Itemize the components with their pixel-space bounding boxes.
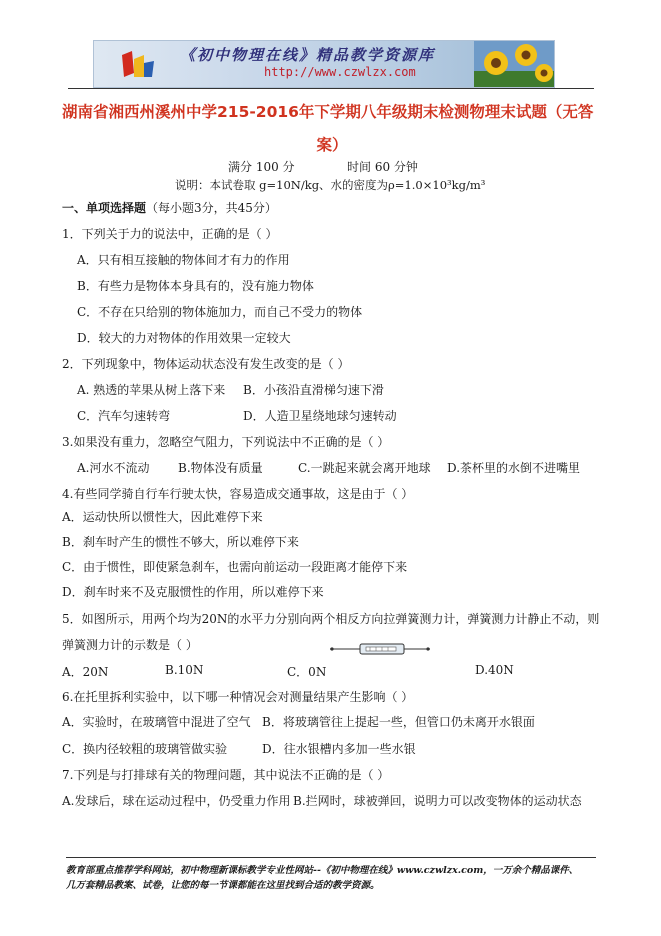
q6-stem: 6.在托里拆利实验中，以下哪一种情况会对测量结果产生影响（ ） [62,690,414,704]
q1-option-d: D．较大的力对物体的作用效果一定较大 [77,331,291,345]
q5-option-c: C．0N [287,665,327,679]
full-score: 满分 100 分 [228,160,295,174]
q5-option-a: A．20N [62,665,109,679]
page-title [62,96,602,162]
banner-title: 《初中物理在线》精品教学资源库 [180,46,436,64]
q4-stem: 4.有些同学骑自行车行驶太快，容易造成交通事故，这是由于（ ） [62,487,414,501]
q5-stem-line-2: 弹簧测力计的示数是（ ） [62,638,198,652]
site-logo-icon [118,49,158,81]
q2-stem: 2．下列现象中，物体运动状态没有发生改变的是（ ） [62,357,350,371]
footer-line-2: 几万套精品教案、试卷，让您的每一节课都能在这里找到合适的教学资源。 [66,880,380,891]
time-limit: 时间 60 分钟 [347,160,418,174]
q4-option-d: D．刹车时来不及克服惯性的作用，所以难停下来 [62,585,324,599]
footer-divider [66,857,596,858]
exam-note: 说明：本试卷取 g=10N/kg、水的密度为ρ=1.0×10³kg/m³ [175,178,486,192]
q5-option-b: B.10N [165,663,204,677]
q2-option-c: C．汽车匀速转弯 [77,409,171,423]
q2-option-a: A. 熟透的苹果从树上落下来 [77,383,226,397]
banner-url[interactable]: http://www.czwlzx.com [264,65,416,79]
q4-option-a: A．运动快所以惯性大，因此难停下来 [62,510,263,524]
q1-stem: 1．下列关于力的说法中，正确的是（ ） [62,227,278,241]
q4-option-c: C．由于惯性，即使紧急刹车，也需向前运动一段距离才能停下来 [62,560,408,574]
spring-scale-figure-icon [330,641,430,657]
section-heading [62,199,277,216]
title-line-2: 案） [316,136,348,154]
q6-option-a: A．实验时，在玻璃管中混进了空气 [62,715,251,729]
section-title: 一、单项选择题 [62,201,147,215]
q3-option-b: B.物体没有质量 [178,461,263,475]
q5-stem-line-1: 5．如图所示，用两个均为20N的水平力分别向两个相反方向拉弹簧测力计，弹簧测力计静止不动，则 [62,612,600,626]
q1-option-c: C．不存在只给别的物体施加力，而自己不受力的物体 [77,305,363,319]
q1-option-a: A．只有相互接触的物体间才有力的作用 [77,253,290,267]
q6-option-d: D．往水银槽内多加一些水银 [262,742,416,756]
q3-option-d: D.茶杯里的水倒不进嘴里 [447,461,581,475]
header-banner [93,40,555,88]
q6-option-b: B．将玻璃管往上提起一些，但管口仍未离开水银面 [262,715,535,729]
q4-option-b: B．刹车时产生的惯性不够大，所以难停下来 [62,535,299,549]
q7-option-a: A.发球后，球在运动过程中，仍受重力作用 [62,794,291,808]
sunflower-decoration-icon [474,41,554,87]
q3-option-a: A.河水不流动 [77,461,150,475]
q3-option-c: C.一跳起来就会离开地球 [298,461,431,475]
title-line-1: 湖南省湘西州溪州中学215-2016年下学期八年级期末检测物理末试题（无答 [62,103,594,121]
q2-option-b: B．小孩沿直滑梯匀速下滑 [243,383,384,397]
q6-option-c: C．换内径较粗的玻璃管做实验 [62,742,228,756]
q7-stem: 7.下列是与打排球有关的物理问题，其中说法不正确的是（ ） [62,768,390,782]
q1-option-b: B．有些力是物体本身具有的，没有施力物体 [77,279,314,293]
header-divider [68,88,594,89]
section-detail: （每小题3分，共45分） [146,201,277,215]
q5-option-d: D.40N [475,663,514,677]
q2-option-d: D．人造卫星绕地球匀速转动 [243,409,397,423]
q3-stem: 3.如果没有重力，忽略空气阻力，下列说法中不正确的是（ ） [62,435,390,449]
q7-option-b: B.拦网时，球被弹回，说明力可以改变物体的运动状态 [293,794,582,808]
footer-line-1: 教育部重点推荐学科网站，初中物理新课标教学专业性网站--《初中物理在线》www.czwlzx.com，一万余个精品课件、 [66,865,579,876]
